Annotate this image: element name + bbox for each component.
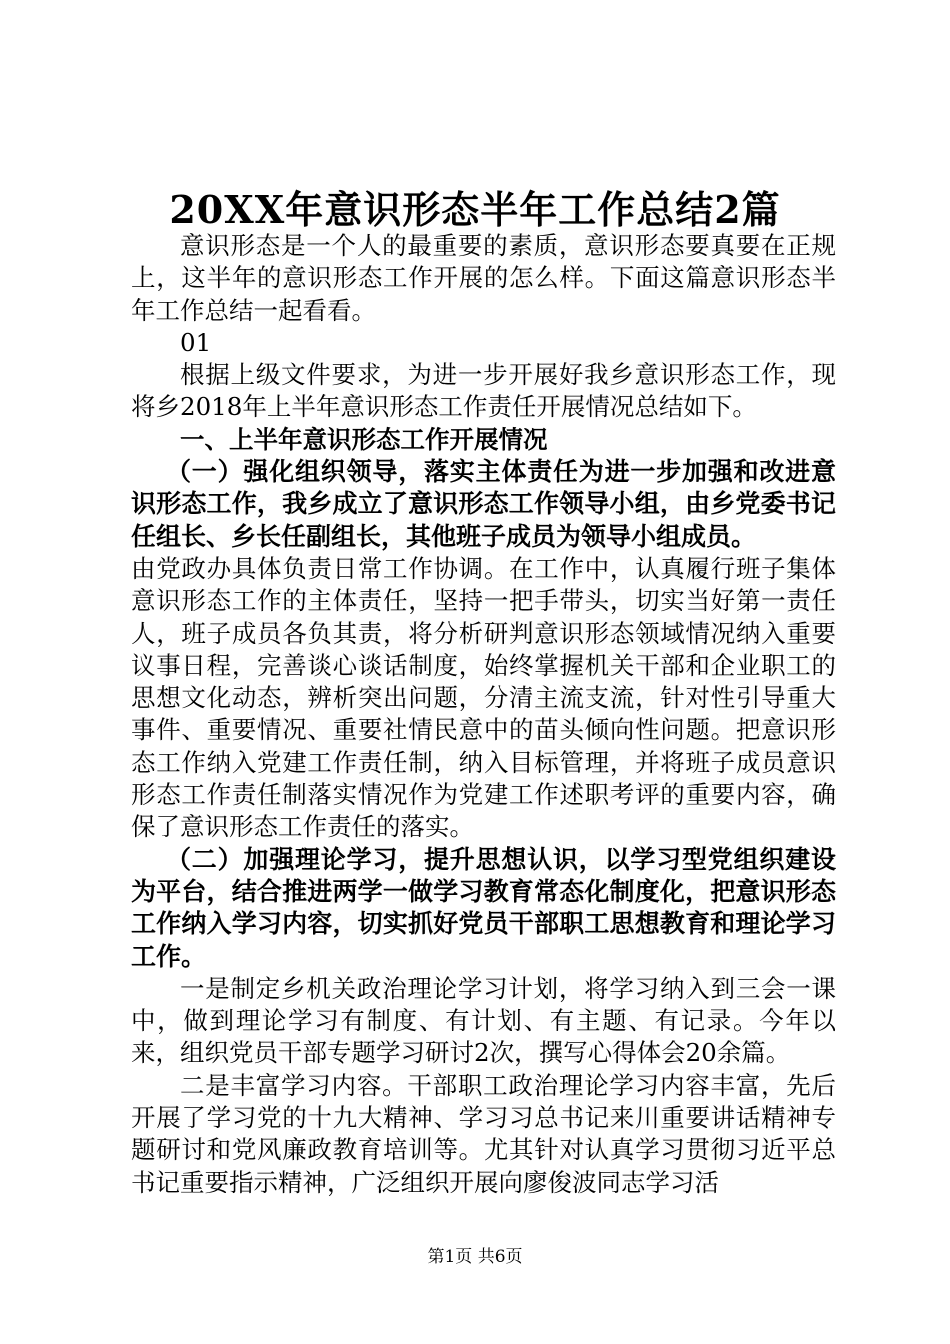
document-title: 20XX年意识形态半年工作总结2篇: [169, 187, 781, 232]
section-heading: 一、上半年意识形态工作开展情况: [180, 424, 548, 454]
document-body: [131, 230, 836, 1199]
subsection-two-paragraph: （二）加强理论学习，提升思想认识，以学习型党组织建设为平台，结合推进两学一做学习教育常态化制度化，把意识形态工作纳入学习内容，切实抓好党员干部职工思想教育和理论学习工作。: [131, 844, 836, 971]
subsection-one-paragraph: （一）强化组织领导，落实主体责任为进一步加强和改进意识形态工作，我乡成立了意识形态工作领导小组，由乡党委书记任组长、乡长任副组长，其他班子成员为领导小组成员。: [131, 457, 836, 551]
page-footer: 第1页 共6页: [427, 1247, 523, 1267]
responsibility-paragraph: 由党政办具体负责日常工作协调。在工作中，认真履行班子集体意识形态工作的主体责任，坚持一把手带头，切实当好第一责任人，班子成员各负其责，将分析研判意识形态领域情况纳入重要议事日程，完善谈心谈话制度，始终掌握机关干部和企业职工的思想文化动态，辨析突出问题，分清主流支流，针对性引导重大事件、重要情况、重要社情民意中的苗头倾向性问题。把意识形态工作纳入党建工作责任制，纳入目标管理，并将班子成员意识形态工作责任制落实情况作为党建工作述职考评的重要内容，确保了意识形态工作责任的落实。: [131, 553, 836, 842]
opening-paragraph: 根据上级文件要求，为进一步开展好我乡意识形态工作，现将乡2018年上半年意识形态工作责任开展情况总结如下。: [131, 360, 836, 422]
intro-paragraph: 意识形态是一个人的最重要的素质，意识形态要真要在正规上，这半年的意识形态工作开展的怎么样。下面这篇意识形态半年工作总结一起看看。: [131, 231, 836, 325]
study-content-paragraph: 二是丰富学习内容。干部职工政治理论学习内容丰富，先后开展了学习党的十九大精神、学习习总书记来川重要讲话精神专题研讨和党风廉政教育培训等。尤其针对认真学习贯彻习近平总书记重要指示精神，广泛组织开展向廖俊波同志学习活: [131, 1070, 836, 1197]
study-plan-paragraph: 一是制定乡机关政治理论学习计划，将学习纳入到三会一课中，做到理论学习有制度、有计划、有主题、有记录。今年以来，组织党员干部专题学习研讨2次，撰写心得体会20余篇。: [131, 973, 836, 1068]
section-number: 01: [180, 327, 212, 357]
